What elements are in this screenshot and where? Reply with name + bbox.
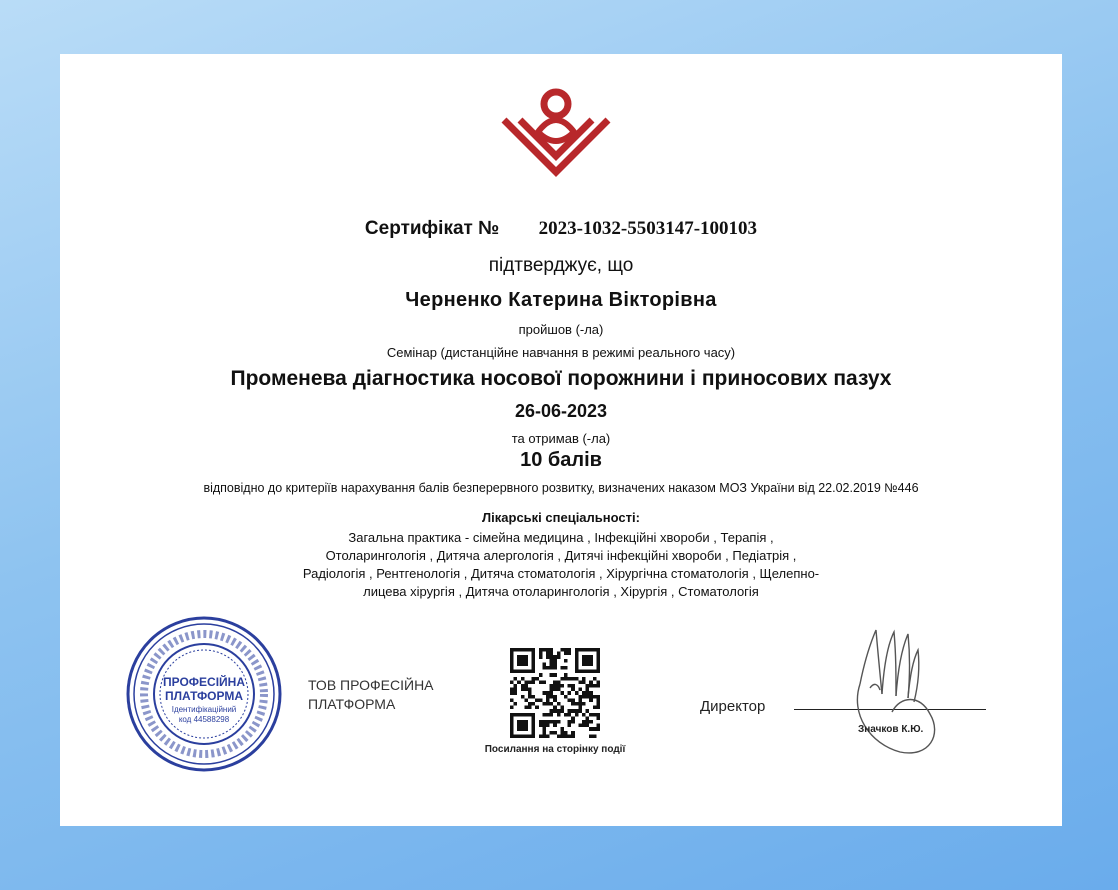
qr-code-icon[interactable] [510, 648, 600, 738]
certificate-number-line [60, 218, 1062, 240]
svg-text:Ідентифікаційний: Ідентифікаційний [171, 705, 237, 714]
confirms-text: підтверджує, що [488, 255, 634, 276]
course-title: Променева діагностика носової порожнини і приносових пазух [230, 367, 892, 390]
received-text: та отримав (-ла) [511, 431, 611, 446]
svg-text:ПРОФЕСІЙНА: ПРОФЕСІЙНА [162, 675, 246, 689]
certificate-sheet [60, 54, 1062, 826]
specialties-title: Лікарські спеціальності: [482, 510, 640, 525]
specialties-line: Отоларингологія , Дитяча алергологія , Дитячі інфекційні хвороби , Педіатрія , [325, 548, 797, 563]
svg-text:ПЛАТФОРМА: ПЛАТФОРМА [164, 689, 244, 703]
passed-text: пройшов (-ла) [518, 322, 604, 337]
specialties-line: лицева хірургія , Дитяча отоларингологія , Хірургія , Стоматологія [363, 584, 759, 599]
certificate-number: 2023-1032-5503147-100103 [538, 218, 758, 239]
criteria-text: відповідно до критеріїв нарахування балів безперервного розвитку, визначених наказом МОЗ України від 22.02.2019 №446 [203, 481, 919, 495]
certificate-label: Сертифікат № [364, 218, 500, 239]
handwritten-signature-icon [830, 624, 950, 764]
event-date: 26-06-2023 [514, 401, 608, 421]
company-name-line: ПЛАТФОРМА [308, 696, 396, 712]
signer-name: Значков К.Ю. [858, 724, 924, 735]
organization-logo-icon [498, 86, 614, 178]
svg-text:код 44588298: код 44588298 [178, 715, 230, 724]
specialties-line: Загальна практика - сімейна медицина , Інфекційні хвороби , Терапія , [348, 530, 774, 545]
company-name-line: ТОВ ПРОФЕСІЙНА [308, 677, 434, 693]
event-type: Семінар (дистанційне навчання в режимі реального часу) [386, 345, 736, 360]
director-label: Директор [700, 698, 766, 715]
company-stamp-icon [124, 614, 284, 774]
participant-name: Черненко Катерина Вікторівна [405, 289, 717, 311]
specialties-line: Радіологія , Рентгенологія , Дитяча стоматологія , Хірургічна стоматологія , Щелепно- [302, 566, 820, 581]
company-name [308, 676, 434, 714]
qr-caption: Посилання на сторінку події [484, 744, 626, 755]
points-awarded: 10 балів [520, 449, 602, 471]
